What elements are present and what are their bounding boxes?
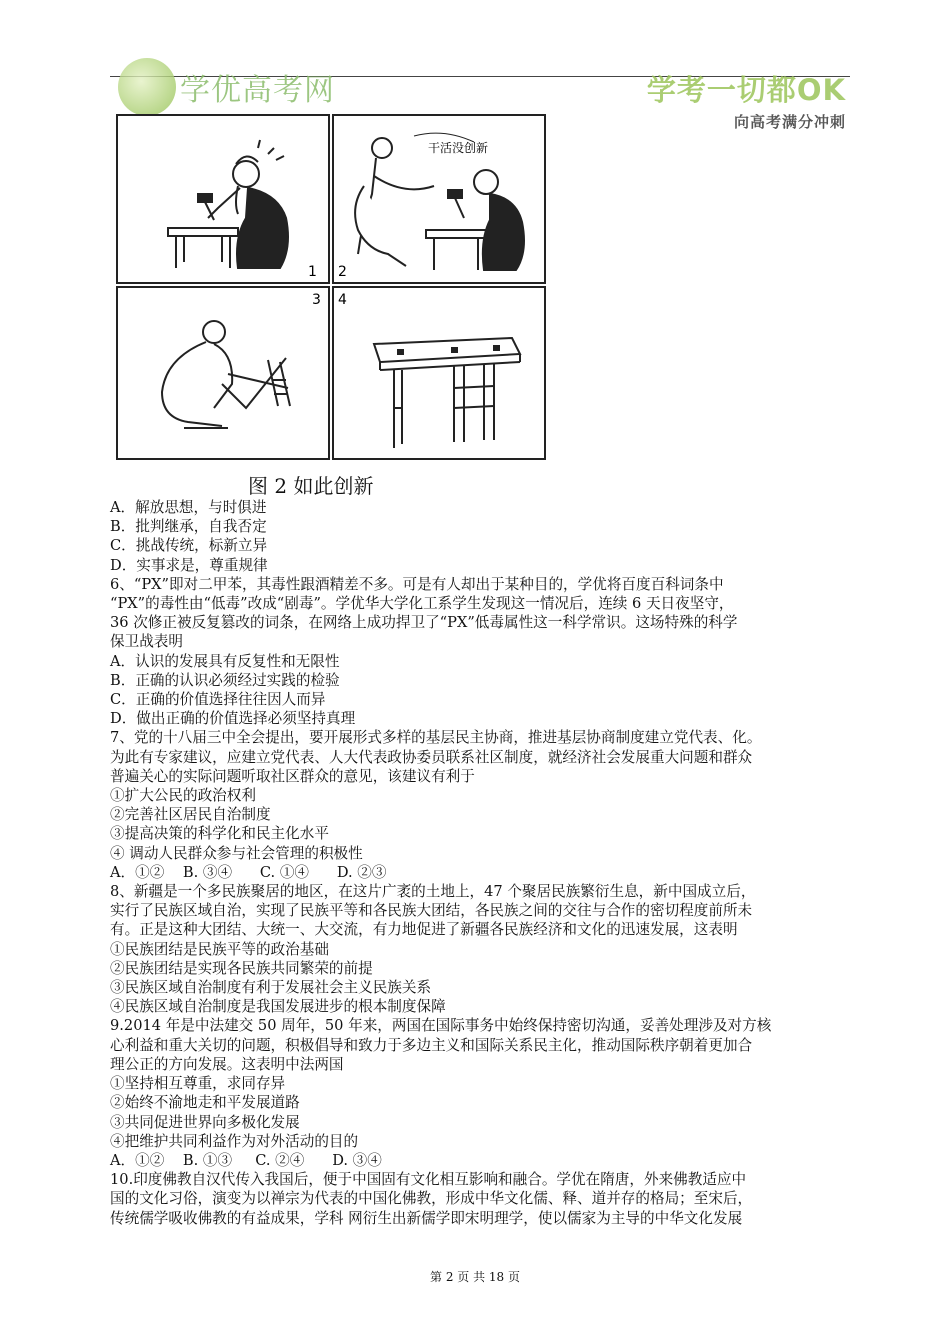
slogan-sub: 向高考满分冲刺 [733,113,846,131]
text-line: 8、新疆是一个多民族聚居的地区，在这片广袤的土地上，47 个聚居民族繁衍生息，新中国成立后， [110,883,756,901]
text-line: 理公正的方向发展。这表明中法两国 [110,1055,344,1073]
text-line: 心利益和重大关切的问题，积极倡导和致力于多边主义和国际关系民主化，推动国际秩序朝着更加合 [110,1036,753,1054]
text-line: ④ 调动人民群众参与社会管理的积极性 [110,844,363,862]
figure-caption: 图 2 如此创新 [248,474,374,498]
page-footer: 第 2 页 共 18 页 [430,1270,520,1284]
question-text [110,498,855,1228]
text-line: 为此有专家建议，应建立党代表、人大代表政协委员联系社区制度，就经济社会发展重大问题和群众 [110,748,753,766]
text-line: ④把维护共同利益作为对外活动的目的 [110,1132,359,1150]
comic-panel-4 [332,286,546,460]
text-line: ①坚持相互尊重，求同存异 [110,1075,286,1093]
panel-number-1: 1 [308,264,317,280]
panel-number-4: 4 [338,292,347,308]
logo-emblem-icon [118,58,176,116]
text-line: ④民族区域自治制度是我国发展进步的根本制度保障 [110,998,446,1016]
text-line: ①扩大公民的政治权利 [110,787,256,805]
comic-panel-1 [116,114,330,284]
text-line: ③共同促进世界向多极化发展 [110,1113,300,1131]
text-line: ①民族团结是民族平等的政治基础 [110,940,329,958]
panel-2-drawing [334,116,544,282]
text-line: A．①② B. ①③ C. ②④ D. ③④ [110,1151,382,1169]
panel-number-2: 2 [338,264,347,280]
text-line: ②民族团结是实现各民族共同繁荣的前提 [110,959,373,977]
logo-text: 学优高考网 [180,73,335,108]
speech-bubble-text: 干活没创新 [428,141,489,155]
text-line: D．实事求是，尊重规律 [110,556,268,574]
text-line: 国的文化习俗，演变为以禅宗为代表的中国化佛教，形成中华文化儒、释、道并存的格局；至宋后， [110,1190,753,1208]
text-line: ②完善社区居民自治制度 [110,806,271,824]
text-line: 7、党的十八届三中全会提出，要开展形式多样的基层民主协商，推进基层协商制度建立党代表、化。 [110,729,762,747]
text-line: A．①② B. ③④ C. ①④ D. ②③ [110,863,387,881]
comic-panel-3 [116,286,330,460]
text-line: 10.印度佛教自汉代传入我国后，便于中国固有文化相互影响和融合。学优在隋唐，外来佛教适应中 [110,1171,747,1189]
panel-1-drawing [118,116,328,282]
panel-number-3: 3 [312,292,321,308]
comic-panel-2 [332,114,546,284]
text-line: D．做出正确的价值选择必须坚持真理 [110,710,356,728]
slogan-main: 学考一切都OK [646,73,846,107]
panel-4-drawing [334,288,544,458]
site-logo [118,58,335,116]
text-line: B．正确的认识必须经过实践的检验 [110,671,340,689]
text-line: 传统儒学吸收佛教的有益成果，学科 网衍生出新儒学即宋明理学，使以儒家为主导的中华文化发展 [110,1209,743,1227]
text-line: 6、“PX”即对二甲苯，其毒性跟酒精差不多。可是有人却出于某种目的，学优将百度百科词条中 [110,575,724,593]
text-line: A．解放思想，与时俱进 [110,499,267,516]
panel-3-drawing [118,288,328,458]
text-line: 普遍关心的实际问题听取社区群众的意见，该建议有利于 [110,767,475,785]
text-line: ②始终不渝地走和平发展道路 [110,1094,300,1112]
text-line: C．挑战传统，标新立异 [110,537,268,555]
text-line: 有。正是这种大团结、大统一、大交流，有力地促进了新疆各民族经济和文化的迅速发展，这表明 [110,921,738,939]
text-line: 实行了民族区域自治，实现了民族平等和各民族大团结，各民族之间的交往与合作的密切程度前所未 [110,902,753,920]
text-line: 保卫战表明 [110,633,183,651]
text-line: ③民族区域自治制度有利于发展社会主义民族关系 [110,979,432,997]
header-slogan [647,68,846,132]
text-line: C．正确的价值选择往往因人而异 [110,691,326,709]
text-line: “PX”的毒性由“低毒”改成“剧毒”。学优华大学化工系学生发现这一情况后，连续 6 天日夜坚守， [110,595,734,613]
text-line: B．批判继承，自我否定 [110,518,267,536]
text-line: 36 次修正被反复篡改的词条，在网络上成功捍卫了“PX”低毒属性这一科学常识。这场特殊的科学 [110,614,738,632]
text-line: A．认识的发展具有反复性和无限性 [110,652,340,670]
text-line: 9.2014 年是中法建交 50 周年，50 年来，两国在国际事务中始终保持密切沟通，妥善处理涉及对方核 [110,1017,772,1035]
comic-figure [116,114,542,456]
text-line: ③提高决策的科学化和民主化水平 [110,825,329,843]
